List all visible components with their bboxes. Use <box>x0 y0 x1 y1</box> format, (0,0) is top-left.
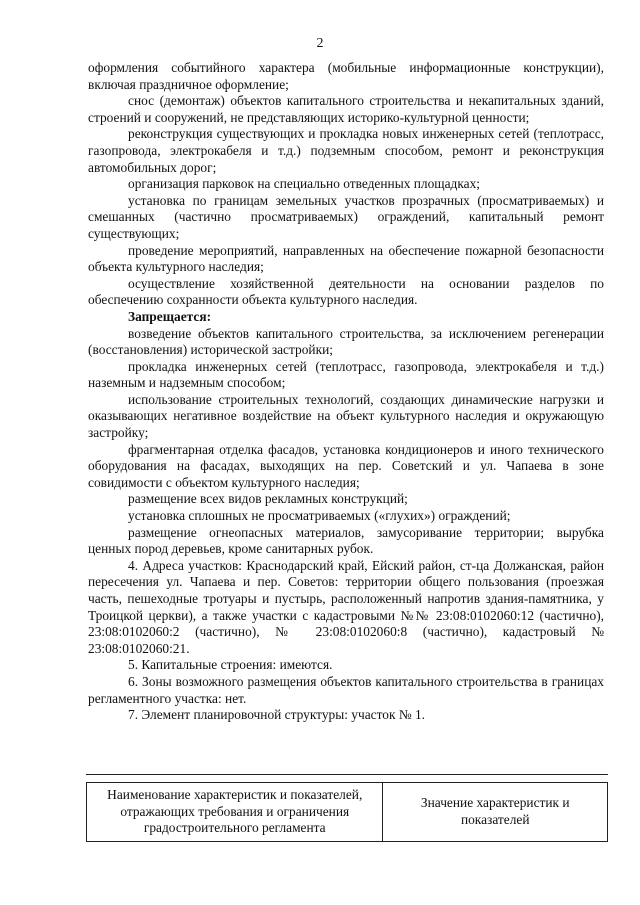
numbered-item: 7. Элемент планировочной структуры: участок № 1. <box>128 707 426 723</box>
table-header-row <box>87 783 608 842</box>
page-number: 2 <box>316 36 324 51</box>
paragraph: проведение мероприятий, направленных на обеспечение пожарной безопасности объекта культурного наследия; <box>88 242 604 275</box>
table-header-values: Значение характеристик и показателей <box>383 783 608 842</box>
paragraph: установка по границам земельных участков прозрачных (просматриваемых) и смешанных (частично просматриваемых) ограждений, капитальный ремонт существующих; <box>88 192 604 241</box>
numbered-item: 6. Зоны возможного размещения объектов капитального строительства в границах регламентного участка: нет. <box>88 673 604 706</box>
prohibited-item: установка сплошных не просматриваемых («глухих») ограждений; <box>128 508 511 524</box>
regulation-table <box>86 782 608 842</box>
paragraph: организация парковок на специально отведенных площадках; <box>128 176 481 192</box>
prohibited-item: использование строительных технологий, создающих динамические нагрузки и оказывающих негативное воздействие на объект культурного наследия и окружающую застройку; <box>88 391 604 441</box>
prohibited-item: возведение объектов капитального строительства, за исключением регенерации (восстановления) исторической застройки; <box>88 325 604 358</box>
paragraph: оформления событийного характера (мобильные информационные конструкции), включая праздничное оформление; <box>88 60 604 92</box>
prohibited-item: размещение всех видов рекламных конструкций; <box>128 491 408 507</box>
paragraph: осуществление хозяйственной деятельности на основании разделов по обеспечению сохранности объекта культурного наследия. <box>88 275 604 308</box>
numbered-item: 5. Капитальные строения: имеются. <box>128 657 333 673</box>
numbered-item: 4. Адреса участков: Краснодарский край, Ейский район, ст-ца Должанская, район пересечения ул. Чапаева и пер. Советов: территории общего пользования (проезжая часть, пешеходные тротуары и пустырь, расположенный напротив здания-памятника, у Троицкой церкви), а также участки с кадастровыми №№ 23:08:0102060:12 (частично), 23:08:0102060:2 (частично), № 23:08:0102060:8 (частично), кадастровый № 23:08:0102060:21. <box>88 557 604 656</box>
prohibited-item: прокладка инженерных сетей (теплотрасс, газопровода, электрокабеля и т.д.) наземным и надземным способом; <box>88 358 604 391</box>
prohibited-heading: Запрещается: <box>128 308 212 324</box>
paragraph: снос (демонтаж) объектов капитального строительства и некапитальных зданий, строений и сооружений, не представляющих историко-культурной ценности; <box>88 93 604 125</box>
table-top-rule <box>86 774 608 775</box>
document-body <box>88 60 604 724</box>
prohibited-item: размещение огнеопасных материалов, замусоривание территории; вырубка ценных пород деревьев, кроме санитарных рубок. <box>88 524 604 557</box>
paragraph: реконструкция существующих и прокладка новых инженерных сетей (теплотрасс, газопровода, электрокабеля и т.д.) подземным способом, ремонт и реконструкция автомобильных дорог; <box>88 126 604 175</box>
prohibited-item: фрагментарная отделка фасадов, установка кондиционеров и иного технического оборудования на фасадах, выходящих на пер. Советский и ул. Чапаева в зоне совидимости с объектом культурного наследия; <box>88 441 604 490</box>
table-header-characteristics: Наименование характеристик и показателей, отражающих требования и ограничения градостроительного регламента <box>87 783 383 842</box>
